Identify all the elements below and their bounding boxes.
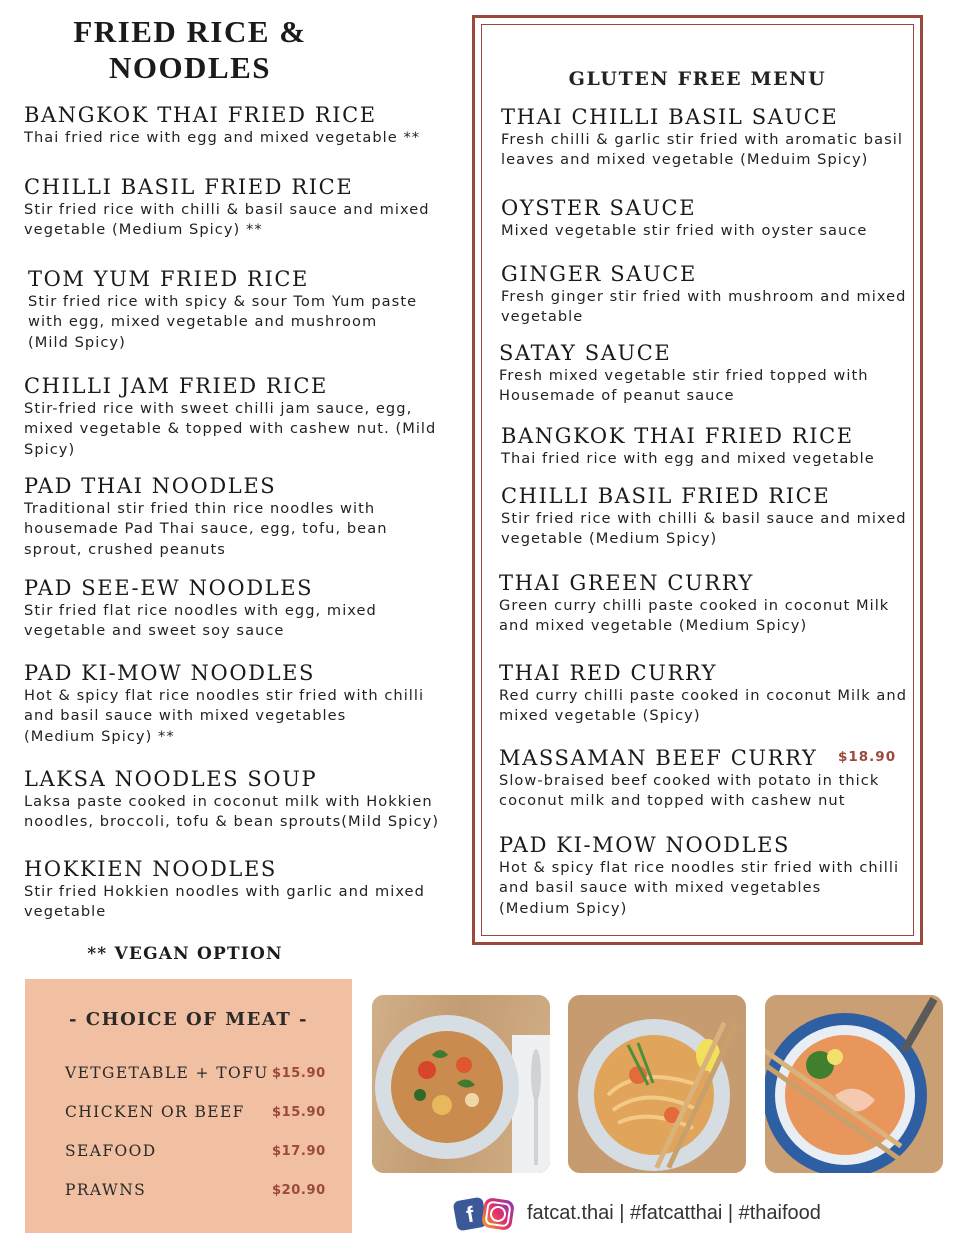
menu-item-name: MASSAMAN BEEF CURRY	[499, 746, 818, 770]
meat-option	[65, 1064, 325, 1086]
social-handle: fatcat.thai | #fatcatthai | #thaifood	[527, 1202, 821, 1224]
menu-item-description: vegetable and sweet soy sauce	[24, 622, 285, 640]
menu-item-description: with egg, mixed vegetable and mushroom	[28, 313, 378, 331]
menu-item-description: Stir fried rice with chilli & basil sauce and mixed	[501, 510, 907, 527]
menu-item	[501, 195, 867, 241]
menu-item-description: coconut milk and topped with cashew nut	[499, 792, 846, 810]
menu-item-description: Stir fried rice with chilli & basil sauce and mixed	[24, 201, 430, 218]
menu-item	[24, 575, 377, 642]
menu-item	[24, 473, 388, 560]
menu-item-name: THAI GREEN CURRY	[499, 571, 754, 595]
menu-item-description: Red curry chilli paste cooked in coconut Milk and	[499, 687, 908, 704]
menu-item-name: GINGER SAUCE	[501, 262, 697, 286]
page-title-line-2: NOODLES	[108, 50, 272, 85]
menu-item-description: housemade Pad Thai sauce, egg, tofu, bean	[24, 520, 388, 538]
menu-item	[501, 423, 875, 469]
menu-item-description: Green curry chilli paste cooked in coconut Milk	[499, 597, 890, 614]
menu-item-description: mixed vegetable & topped with cashew nut. (Mild	[24, 420, 437, 438]
meat-option-price: $15.90	[272, 1066, 326, 1081]
menu-item	[501, 483, 907, 550]
meat-option	[65, 1181, 325, 1203]
menu-item	[24, 660, 424, 747]
menu-item-description: sprout, crushed peanuts	[24, 540, 226, 558]
menu-item-description: Mixed vegetable stir fried with oyster sauce	[501, 222, 868, 239]
menu-item-description: Hot & spicy flat rice noodles stir fried with chilli	[24, 687, 425, 704]
menu-item-name: PAD KI-MOW NOODLES	[24, 661, 316, 685]
menu-item	[28, 266, 417, 353]
menu-item-description: Slow-braised beef cooked with potato in thick	[499, 772, 880, 789]
menu-item	[499, 340, 869, 407]
menu-item-description: Housemade of peanut sauce	[499, 387, 735, 405]
menu-item-name: HOKKIEN NOODLES	[24, 857, 277, 881]
meat-option-label: CHICKEN OR BEEF	[65, 1103, 245, 1121]
menu-item	[24, 373, 436, 460]
menu-item-description: Thai fried rice with egg and mixed vegetable **	[24, 129, 421, 146]
menu-item-description: (Medium Spicy) **	[24, 727, 175, 745]
meat-option	[65, 1142, 325, 1164]
gluten-free-title: GLUTEN FREE MENU	[568, 68, 827, 90]
menu-item-name: THAI CHILLI BASIL SAUCE	[501, 105, 839, 129]
menu-item	[24, 766, 439, 833]
menu-item-description: and basil sauce with mixed vegetables	[499, 879, 822, 897]
menu-item-description: Stir fried flat rice noodles with egg, mixed	[24, 602, 377, 619]
menu-item-name: OYSTER SAUCE	[501, 196, 697, 220]
menu-item-name: THAI RED CURRY	[499, 661, 718, 685]
menu-item-name: BANGKOK THAI FRIED RICE	[24, 103, 377, 127]
menu-item-description: vegetable (Medium Spicy)	[501, 530, 718, 548]
menu-item	[24, 102, 420, 148]
menu-item-name: SATAY SAUCE	[499, 341, 672, 365]
menu-item-description: Stir-fried rice with sweet chilli jam sauce, egg,	[24, 400, 413, 417]
menu-item-description: and basil sauce with mixed vegetables	[24, 707, 347, 725]
menu-item-description: Stir fried Hokkien noodles with garlic and mixed	[24, 883, 425, 900]
laksa-photo	[765, 995, 943, 1173]
menu-item-description: Hot & spicy flat rice noodles stir fried with chilli	[499, 859, 900, 876]
menu-item-name: PAD KI-MOW NOODLES	[499, 833, 791, 857]
menu-item-description: vegetable (Medium Spicy) **	[24, 221, 263, 239]
choice-of-meat-box	[25, 979, 352, 1233]
menu-item-description: noodles, broccoli, tofu & bean sprouts(Mild Spicy)	[24, 813, 440, 831]
menu-item-description: Fresh mixed vegetable stir fried topped with	[499, 367, 869, 384]
menu-item-name: TOM YUM FRIED RICE	[28, 267, 309, 291]
menu-item	[24, 174, 430, 241]
menu-item-description: (Mild Spicy)	[28, 333, 126, 351]
meat-option-label: PRAWNS	[65, 1181, 147, 1199]
meat-option-price: $17.90	[272, 1144, 326, 1159]
meat-option-price: $15.90	[272, 1105, 326, 1120]
facebook-icon[interactable]: f	[453, 1197, 488, 1232]
menu-item-description: Fresh chilli & garlic stir fried with aromatic basil	[501, 131, 903, 148]
menu-item-description: Thai fried rice with egg and mixed vegetable	[501, 450, 875, 467]
fried-rice-photo	[372, 995, 550, 1173]
menu-item	[499, 660, 907, 727]
menu-item	[501, 104, 903, 171]
instagram-icon[interactable]	[481, 1197, 515, 1231]
menu-item	[24, 856, 425, 923]
vegan-option-note: ** VEGAN OPTION	[87, 944, 283, 964]
meat-option-label: VETGETABLE + TOFU	[65, 1064, 269, 1082]
menu-item-description: Fresh ginger stir fried with mushroom and mixed	[501, 288, 907, 305]
menu-item-description: leaves and mixed vegetable (Meduim Spicy)	[501, 151, 869, 169]
menu-item-description: and mixed vegetable (Medium Spicy)	[499, 617, 808, 635]
page-title	[40, 14, 340, 86]
menu-item-description: Spicy)	[24, 440, 76, 458]
meat-option-price: $20.90	[272, 1183, 326, 1198]
menu-item-name: CHILLI BASIL FRIED RICE	[24, 175, 354, 199]
pad-thai-photo	[568, 995, 746, 1173]
menu-item-description: Laksa paste cooked in coconut milk with Hokkien	[24, 793, 433, 810]
menu-item-description: (Medium Spicy)	[499, 899, 628, 917]
menu-item-name: PAD SEE-EW NOODLES	[24, 576, 314, 600]
menu-item-description: Stir fried rice with spicy & sour Tom Yum paste	[28, 293, 418, 310]
menu-item	[499, 832, 899, 919]
menu-item-description: vegetable	[24, 903, 107, 921]
page-title-line-1: FRIED RICE &	[73, 14, 307, 49]
menu-item	[499, 745, 879, 812]
menu-item-description: vegetable	[501, 308, 584, 326]
menu-item	[501, 261, 906, 328]
menu-item-description: mixed vegetable (Spicy)	[499, 707, 701, 725]
menu-item-name: CHILLI BASIL FRIED RICE	[501, 484, 831, 508]
social-footer	[455, 1197, 875, 1233]
menu-item-name: BANGKOK THAI FRIED RICE	[501, 424, 854, 448]
menu-item-price: $18.90	[838, 749, 897, 765]
menu-item-name: PAD THAI NOODLES	[24, 474, 277, 498]
menu-item	[499, 570, 889, 637]
meat-option	[65, 1103, 325, 1125]
choice-of-meat-title: - CHOICE OF MEAT -	[69, 1009, 308, 1030]
meat-option-label: SEAFOOD	[65, 1142, 157, 1160]
menu-item-name: LAKSA NOODLES SOUP	[24, 767, 318, 791]
menu-item-name: CHILLI JAM FRIED RICE	[24, 374, 328, 398]
menu-item-description: Traditional stir fried thin rice noodles with	[24, 500, 376, 517]
